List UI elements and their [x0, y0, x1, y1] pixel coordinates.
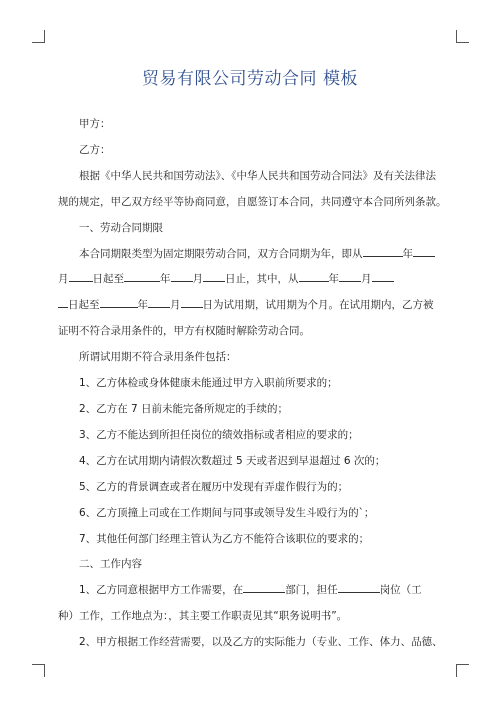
- blank-field[interactable]: [413, 246, 435, 257]
- page-corner-mark: [32, 30, 45, 43]
- term-text: 月: [192, 273, 203, 286]
- term-line: [58, 267, 438, 293]
- blank-field[interactable]: [181, 297, 203, 308]
- page-corner-mark: [32, 664, 45, 677]
- term-text: 月: [170, 299, 181, 312]
- term-text: 月: [58, 273, 69, 286]
- term-text: 年: [137, 299, 148, 312]
- page-corner-mark: [456, 664, 469, 677]
- blank-field[interactable]: [203, 271, 225, 282]
- work-text: 岗位（工: [379, 584, 422, 597]
- blank-field[interactable]: [339, 271, 361, 282]
- term-text: 日为试用期，试用期为个月。在试用期内，乙方被: [202, 299, 434, 312]
- blank-field[interactable]: [124, 271, 160, 282]
- work-text: 部门，担任: [285, 584, 338, 597]
- probation-heading: 所谓试用期不符合录用条件包括：: [79, 351, 237, 364]
- document-title: 贸易有限公司劳动合同 模板: [142, 69, 358, 89]
- intro-line: 根据《中华人民共和国劳动法》、《中华人民共和国劳动合同法》及有关法律法: [79, 169, 436, 182]
- blank-field[interactable]: [243, 582, 285, 593]
- work-line: 种）工作，工作地点为：，其主要工作职责见其“职务说明书”。: [58, 610, 348, 623]
- document-body: [58, 112, 447, 656]
- list-item: 1、乙方体检或身体健康未能通过甲方入职前所要求的；: [79, 377, 338, 390]
- party-b-label: 乙方：: [79, 143, 111, 156]
- work-line: [58, 578, 438, 604]
- blank-field[interactable]: [171, 271, 193, 282]
- term-line: 证明不符合录用条件的，甲方有权随时解除劳动合同。: [58, 325, 310, 338]
- work-text: 1、乙方同意根据甲方工作需要，在: [79, 584, 244, 597]
- blank-field[interactable]: [363, 246, 403, 257]
- list-item: 5、乙方的背景调查或者在履历中发现有弄虚作假行为的；: [79, 480, 349, 493]
- term-text: 年: [402, 247, 413, 260]
- term-text: 月: [361, 273, 372, 286]
- section-heading: 一、劳动合同期限: [79, 221, 163, 234]
- term-line: [58, 293, 438, 319]
- blank-field[interactable]: [299, 271, 329, 282]
- list-item: 2、乙方在 7 日前未能完备所规定的手续的；: [79, 402, 289, 415]
- term-text: 日起至: [68, 299, 100, 312]
- term-text: 日起至: [92, 273, 124, 286]
- blank-field[interactable]: [69, 271, 93, 282]
- list-item: 7、其他任何部门经理主管认为乙方不能符合该职位的要求的；: [79, 532, 370, 545]
- section-heading: 二、工作内容: [79, 558, 142, 571]
- work-line: 2、甲方根据工作经营需要，以及乙方的实际能力（专业、工作、体力、品德、: [79, 636, 443, 649]
- page-corner-mark: [456, 30, 469, 43]
- term-text: 年: [328, 273, 339, 286]
- term-text: 日止，其中，从: [225, 273, 299, 286]
- list-item: 4、乙方在试用期内请假次数超过 5 天或者迟到早退超过 6 次的；: [79, 454, 386, 467]
- blank-field[interactable]: [148, 297, 170, 308]
- term-text: 本合同期限类型为固定期限劳动合同，双方合同期为年，即从: [79, 247, 363, 260]
- blank-field[interactable]: [58, 297, 68, 308]
- blank-field[interactable]: [338, 582, 380, 593]
- intro-line: 规的规定，甲乙双方经平等协商同意，自愿签订本合同，共同遵守本合同所列条款。: [58, 195, 447, 208]
- list-item: 3、乙方不能达到所担任岗位的绩效指标或者相应的要求的；: [79, 428, 359, 441]
- blank-field[interactable]: [372, 271, 394, 282]
- term-text: 年: [160, 273, 171, 286]
- blank-field[interactable]: [100, 297, 138, 308]
- party-a-label: 甲方：: [79, 118, 111, 130]
- term-line: [58, 242, 438, 268]
- list-item: 6、乙方顶撞上司或在工作期间与同事或领导发生斗殴行为的`；: [79, 506, 375, 519]
